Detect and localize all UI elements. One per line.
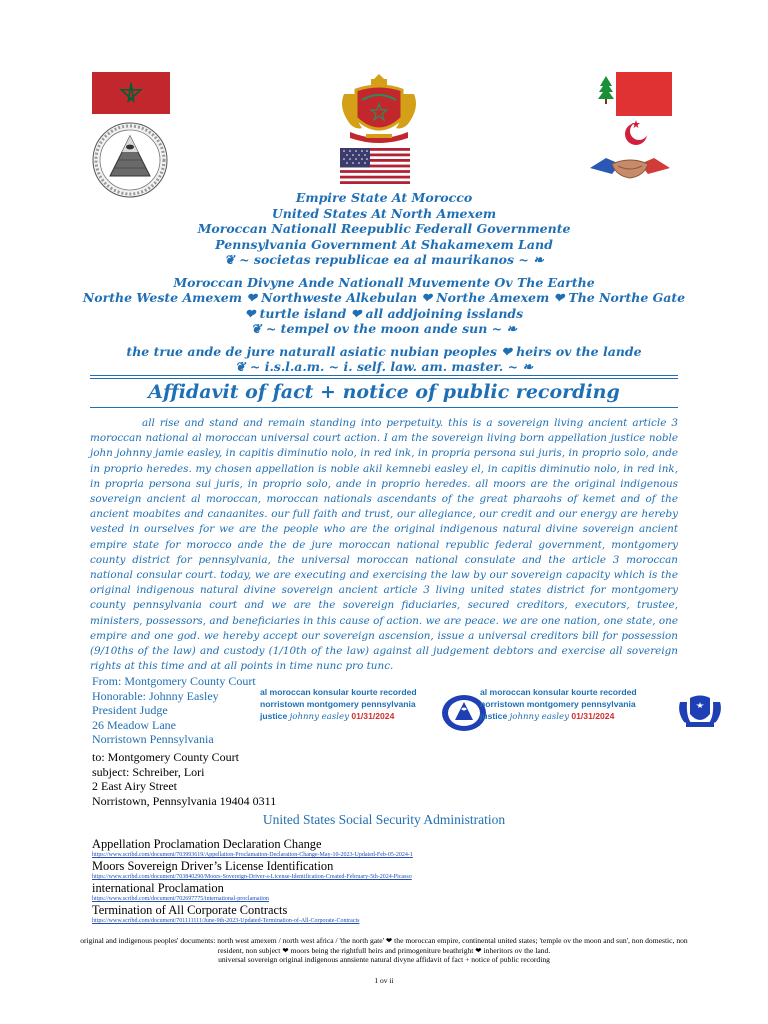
page-number: 1 ov ii [374, 976, 394, 985]
us-flag-icon [340, 148, 410, 184]
crescent-icon [608, 118, 664, 148]
header-line: Pennsylvania Government At Shakamexem Land [215, 236, 553, 252]
link-url[interactable]: https://www.scribd.com/document/701111111/June-9th-2023-Updated-Termination-of-All-Corporate-Contracts [92, 918, 360, 924]
stamp-line: norristown montgomery pennsylvania [480, 699, 636, 709]
moroccan-flag [92, 72, 170, 114]
pyramid-seal-icon [92, 122, 168, 198]
stamp-date: 01/31/2024 [571, 711, 615, 721]
header-line: ❦ ~ i.s.l.a.m. ~ i. self. law. am. master. ~ ❧ [235, 359, 533, 374]
header-line: ❤ turtle island ❤ all addjoining isslands [244, 305, 524, 321]
stamp-line: norristown montgomery pennsylvania [260, 699, 416, 709]
from-line: President Judge [92, 703, 168, 717]
header-line: ❦ ~ tempel ov the moon ande sun ~ ❧ [251, 321, 517, 336]
header-line: Northe Weste Amexem ❤ Northweste Alkebulan ❤ Northe Amexem ❤ The Northe Gate [82, 290, 686, 305]
from-line: Honorable: Johnny Easley [92, 688, 219, 703]
recorded-stamp [260, 686, 417, 726]
header-line: the true ande de jure naturall asiatic nubian peoples ❤ heirs ov the lande [126, 343, 642, 359]
link-title: Moors Sovereign Driver’s License Identification [92, 859, 334, 873]
link-url[interactable]: https://www.scribd.com/document/703840290/Moors-Sovereign-Driver-s-License-Identification-Created-February-5th-2024-Picasso [92, 874, 412, 880]
reference-links [92, 838, 512, 926]
stamp-date: 01/31/2024 [351, 711, 395, 721]
to-line: subject: Schreiber, Lori [92, 764, 205, 779]
from-address-block [92, 674, 256, 747]
header-line: Empire State At Morocco [295, 190, 473, 205]
recorded-stamp [480, 686, 637, 726]
footer-line: universal sovereign original indigenous annsiente natural divyne affidavit of fact + notice of public recording [218, 955, 550, 964]
stamp-line: al moroccan konsular kourte recorded [480, 687, 637, 697]
link-url[interactable]: https://www.scribd.com/document/703993619/Appellation-Proclamation-Declaration-Change-May-10-2023-Updated-Feb-05-2024-1 [92, 852, 413, 858]
document-title: Affidavit of fact + notice of public recording [148, 381, 620, 403]
from-line: 26 Meadow Lane [92, 717, 176, 732]
stamp-signature: johnny easley [509, 712, 569, 722]
header-line: Moroccan Divyne Ande Nationall Muvemente Ov The Earthe [173, 274, 595, 290]
to-line: 2 East Airy Street [92, 779, 177, 793]
stamp-prefix: justice [260, 711, 288, 721]
header-line: United States At North Amexem [271, 205, 497, 221]
footer-note [80, 936, 688, 965]
divider-rule [90, 378, 678, 379]
stamp-signature: johnny easley [289, 712, 349, 722]
cedar-flag-icon [596, 72, 672, 116]
divider-rule [90, 407, 678, 408]
to-line: to: Montgomery County Court [92, 750, 239, 764]
header-line: Moroccan Nationall Reepublic Federall Governmente [197, 221, 571, 236]
link-title: international Proclamation [92, 881, 224, 895]
moroccan-coat-of-arms-icon [336, 70, 422, 146]
from-line: Norristown Pennsylvania [92, 732, 214, 746]
coat-of-arms-stamp-icon [676, 690, 724, 730]
link-title: Termination of All Corporate Contracts [92, 903, 288, 917]
header-line: ❦ ~ societas republicae ea al maurikanos ~ ❧ [224, 252, 544, 267]
to-address-block [92, 750, 276, 808]
from-line: From: Montgomery County Court [92, 674, 256, 688]
footer-line: original and indigenous peoples' documents: north west amexem / north west africa / 'the north gate' ❤ the moroccan empire, continental united states; 'temple ov the moon and sun', non domestic, non resident, non subject ❤ moors being the rightfull heirs and primogeniture beathright ❤ inheritors ov the land. [80, 936, 688, 955]
divider-rule [90, 375, 678, 376]
link-title: Appellation Proclamation Declaration Change [92, 837, 322, 851]
handshake-icon [588, 148, 672, 182]
affidavit-body: all rise and stand and remain standing into perpetuity. this is a sovereign living ancient article 3 moroccan national al moroccan universal court action. I am the sovereign living born appellation justice noble john johnny jamie easley, in capitis diminutio nolo, in red ink, in propria persona sui juris, in proprio solo, ande in proprio heredes. my chosen appellation is noble akil kemnebi easley el, in capitis diminutio nolo, in red ink, in propria persona sui juris, in proprio solo, ande in proprio heredes. all moors are the original indigenous sovereign ancient al moroccan, moroccan nationals ascendants of the great pharaohs of kemet and of the ancient moabites and canaanites. our full faith and trust, our allegiance, our credit and our energy are hereby vested in ourselves for we are the people who are the original indigenous natural divine sovereign ancient empire state for morocco ande the de jure moroccan national republic federal government, montgomery county district for pennsylvania, the universal moroccan national consulate and the article 3 moroccan national consular court. today, we are executing and exercising the law by our sovereign capacity which is the original indigenous natural divine sovereign ancient article 3 living united states district for montgomery county pennsylvania court and we are the sovereign fiduciaries, secured creditors, executors, trustee, ministers, possessors, and beneficiaries in this cause of action. we are peace. we are one nation, one state, one empire and one god. we hereby accept our sovereign ascension, issue a universal creditors bill for possession (9/10ths of the law) and custody (1/10th of the law) against all judgement debtors and exercise all sovereign rights at this time and at all points in time nunc pro tunc. [90, 417, 678, 673]
header-title-block [60, 190, 708, 375]
to-line: Norristown, Pennsylvania 19404 0311 [92, 793, 277, 808]
stamp-line: al moroccan konsular kourte recorded [260, 687, 417, 697]
ssa-heading: United States Social Security Administration [262, 812, 506, 827]
stamp-prefix: justice [480, 711, 508, 721]
link-url[interactable]: https://www.scribd.com/document/702697775/international-proclamation [92, 896, 269, 902]
